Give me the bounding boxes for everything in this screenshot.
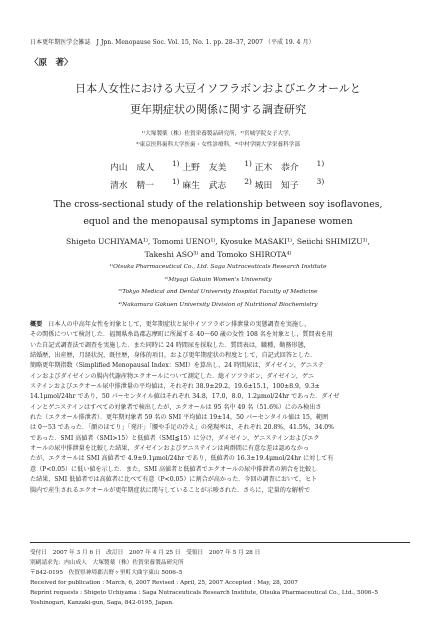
- japanese-authors: [110, 157, 410, 193]
- english-title: [30, 196, 406, 230]
- author-affiliation-mark: 2): [244, 176, 252, 186]
- english-affiliation-line-2: ²⁾Miyagi Gakuin Women's University: [164, 276, 272, 283]
- author-name: 城田 知子: [254, 180, 299, 191]
- footer-divider: [30, 542, 410, 543]
- english-affiliation-line-4: ⁴⁾Nakamura Gakuen University Division of Nutritional Biochemistry: [118, 301, 318, 308]
- english-affiliation-line-1: ¹⁾Otsuka Pharmaceutical Co., Ltd. Saga Nutraceuticals Research Institute: [109, 264, 327, 270]
- abstract-label: 概要: [30, 321, 43, 328]
- author-affiliation-mark: 1): [316, 159, 325, 168]
- abstract-line: 結婚歴，出産歴，月経状況，既往歴，身体的項目，および更年期症状の程度として，自記式回答とした．: [30, 352, 317, 360]
- english-title-line-1: The cross-sectional study of the relationship between soy isoflavones,: [53, 199, 383, 210]
- abstract-line: 意（P<0.05）に低い値を示した．また，SMI 高値者と低値者でエクオールの尿中排泄者の割合を比較し: [30, 465, 318, 473]
- japanese-title-line-2: 更年期症状の関係に関する調査研究: [130, 103, 306, 116]
- abstract-line: 腸内で産生されるエクオールが更年期症状に関与していることが示唆された．さらに，定量的な解析で: [30, 486, 311, 494]
- author-name: 麻生 武志: [182, 180, 227, 191]
- japanese-affiliation-line-2: ³⁾東京医科歯科大学医歯・女性診療科，⁴⁾中村学園大学栄養科学部: [136, 141, 300, 148]
- author-affiliation-mark: 1): [244, 159, 252, 168]
- japanese-affiliations: [30, 129, 406, 150]
- japanese-title-line-1: 日本人女性における大豆イソフラボンおよびエクオールと: [75, 82, 361, 95]
- footer-address-jp: 〒842-0195 佐賀県神埼郡吉野ヶ里町大曲字東山 5006–5: [30, 570, 183, 576]
- author-affiliation-mark: 1): [172, 176, 180, 186]
- abstract-text: 日本人の中高年女性を対象として，更年期症状と尿中イソフラボン排泄量の実態調査を実施し，: [48, 321, 311, 328]
- author-name: 上野 友美: [182, 162, 227, 173]
- english-affiliations: [30, 261, 406, 311]
- abstract-line: いた自記式調査法で調査を実施した．また同時に 24 時間尿を採取した．質問表は，職種，勤務形態，: [30, 341, 310, 349]
- footer-dates-en: Received for publication : March, 6, 2007 Revised : April, 25, 2007 Accepted : May, 28, 2007: [30, 580, 298, 586]
- japanese-authors-row-1: [110, 157, 410, 175]
- abstract-line: その関係について検討した．福岡県糸島郡志摩町に所属する 40〜60 歳の女性 108 名を対象とし，質問表を用: [30, 331, 333, 339]
- abstract-line: ステインおよびエクオール尿中排泄量の平均値は，それぞれ 38.9±29.2，19.6±15.1，100±8.9，9.3±: [30, 383, 320, 391]
- footer-reprint-jp: 別刷請求先：内山成人 大塚製薬（株）佐賀栄養製品研究所: [30, 560, 184, 566]
- english-authors-line-2: Takeshi ASO³⁾ and Tomoko SHIROTA⁴⁾: [144, 250, 292, 259]
- abstract-line: であった．SMI 高値者（SMI>15）と低値者（SMI≦15）に分け，ダイゼイン，ゲニステインおよびエク: [30, 434, 320, 442]
- japanese-authors-row-2: [110, 175, 410, 193]
- english-title-line-2: equol and the menopausal symptoms in Japanese women: [83, 216, 353, 227]
- author-affiliation-mark: 1): [172, 159, 180, 168]
- author-name: 正木 恭介: [254, 162, 299, 173]
- abstract-line: は 0〜53 であった．「顔のほてり」「発汗」「腰や手足の冷え」の発現率は，それぞれ 20.8%，41.5%，34.0%: [30, 424, 334, 432]
- english-affiliation-line-3: ³⁾Tokyo Medical and Dental University Hospital Faculty of Medicine: [118, 289, 318, 295]
- abstract-line: インおよびダイゼインの腸内代謝産物エクオールについて測定した．総イソフラボン，ダイゼイン，ゲニ: [30, 372, 314, 380]
- abstract-line: インとゲニステインはすべての対象者で検出したが，エクオールは 95 名中 49 名（51.6%）にのみ検出さ: [30, 403, 322, 411]
- footer-address-en: Yoshinogari, Kanzaki-gun, Saga, 842-0195, Japan.: [30, 600, 174, 606]
- japanese-affiliation-line-1: ¹⁾大塚製薬（株）佐賀栄養製品研究所，²⁾宮城学院女子大学，: [141, 131, 295, 137]
- abstract-line: オールの尿中排泄量を比較した結果，ダイゼインおよびゲニステインは両群間に有意な差は認めなかっ: [30, 445, 309, 453]
- running-header: 日本更年期医学会雑誌 J Jpn. Menopause Soc. Vol. 15, No. 1. pp. 28–37, 2007 （平成 19. 4 月）: [30, 39, 315, 46]
- abstract: [30, 320, 410, 496]
- author-name: 清水 精一: [110, 180, 154, 191]
- abstract-line: 簡略更年期指数（Simplified Menopausal Index：SMI）を算出し，24 時間尿は，ダイゼイン，ゲニステ: [30, 362, 325, 370]
- footer-notes: [30, 548, 410, 608]
- abstract-line: たが，エクオールは SMI 高値者で 4.9±9.1μmol/24hr であり，低値者の 16.3±19.4μmol/24hr に対して有: [30, 455, 334, 463]
- japanese-title: [30, 78, 406, 120]
- footer-dates-jp: 受付日 2007 年 3 月 6 日 改訂日 2007 年 4 月 25 日 受領日 2007 年 5 月 28 日: [30, 550, 261, 556]
- english-authors: [30, 235, 406, 261]
- author-name: 内山 成人: [110, 162, 154, 173]
- abstract-line: [30, 320, 410, 330]
- abstract-line: た結果，SMI 低値者では高値者に比べて有意（P<0.05）に割合が高かった．今回の調査において，ヒト: [30, 476, 318, 484]
- abstract-line: 14.1μmol/24hr であり，50 パーセンタイル値はそれぞれ 34.8，17.0，8.0，1.2μmol/24hr であった．ダイゼ: [30, 393, 340, 401]
- abstract-line: れた（エクオール排泄者）．更年期対象者 59 名の SMI 平均値は 19±14，50 パーセンタイル値は 15，範囲: [30, 414, 329, 422]
- author-affiliation-mark: 3): [316, 176, 325, 186]
- footer-reprint-en: Reprint requests : Shigeto Uchiyama : Saga Nutraceuticals Research Institute, Otsuka Pharmaceutical Co., Ltd., 5006–5: [30, 590, 378, 596]
- english-authors-line-1: Shigeto UCHIYAMA¹⁾, Tomomi UENO¹⁾, Kyosuke MASAKI¹⁾, Seiichi SHIMIZU¹⁾,: [66, 237, 370, 246]
- article-type-label: 〈原 著〉: [30, 58, 73, 68]
